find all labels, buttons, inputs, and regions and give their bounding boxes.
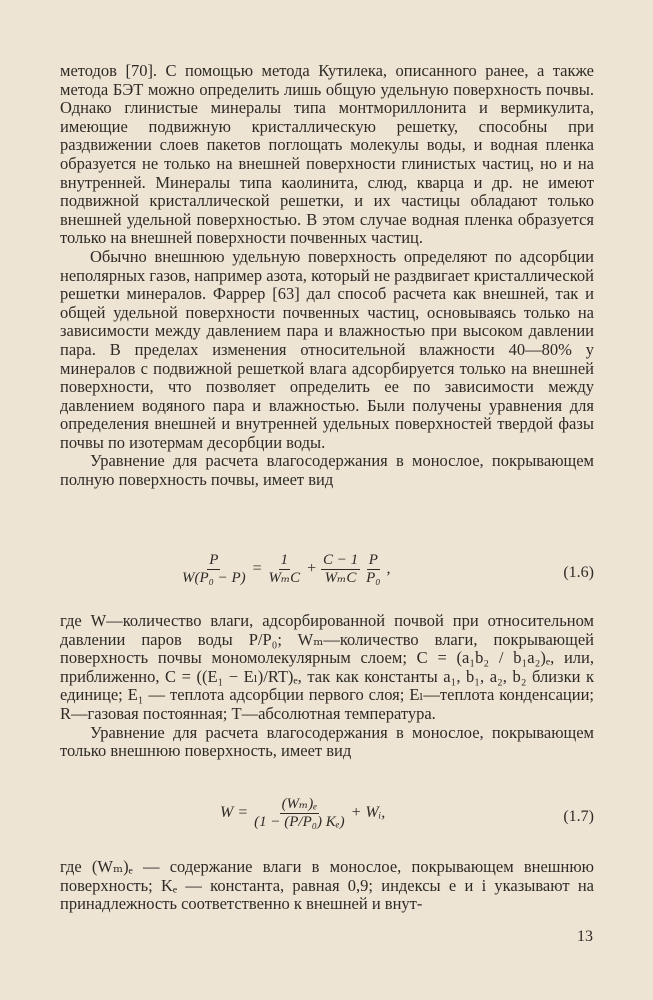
body-text-top — [60, 62, 594, 490]
paragraph-2: Обычно внешнюю удельную поверхность определяют по адсорбции неполярных газов, например азота, который не раздвигает кристаллической решетки минералов. Фаррер [63] дал способ расчета как внешней, так и общей удельной поверхности почвенных частиц, основываясь только на зависимости между давлением пара и влажностью при высоком давлении пара. В пределах изменения относительной влажности 40—80% у минералов с подвижной решеткой влага адсорбируется только на внешней поверхности, что позволяет определить ее по зависимости между давлением водяного пара и влажностью. Были получены уравнения для определения внешней и внутренней удельных поверхностей твердой фазы почвы по изотермам десорбции воды. — [60, 246, 594, 452]
eq1-term1-fraction: $\frac{1}{\text{WₘC}}$ — [268, 552, 301, 586]
equation-number-1-7: (1.7) — [563, 808, 594, 825]
paragraph-3: Уравнение для расчета влагосодержания в монослое, покрывающем полную поверхность почвы, имеет вид — [60, 451, 594, 490]
equation-1-6: $\frac{P}{\text{W(P₀ − P)}}$ = $\frac{1}{\text{WₘC}}$ + $\frac{C - 1}{\text{WₘC}}$ $\frac{P}{\text{P₀}}$ , (1.6) — [182, 552, 594, 586]
body-text-bottom — [60, 858, 594, 914]
paragraph-6: где (Wₘ)ₑ — содержание влаги в монослое, покрывающем внешнюю поверхность; Kₑ — константа, равная 0,9; индексы e и i указывают на принадлежность соответственно к внешней и внут- — [60, 857, 594, 914]
eq1-term2-fraction: $\frac{C - 1}{\text{WₘC}}$ — [322, 552, 359, 586]
paragraph-4: где W—количество влаги, адсорбированной почвой при относительном давлении паров воды P/P₀; Wₘ—количество влаги, покрывающей поверхность почвы мономолекулярным слоем; C = (a₁b₂ / b₁a₂)ₑ, или, приближенно, C = ((E₁ − Eₗ)/RT)ₑ, так как константы a₁, b₁, a₂, b₂ близки к единице; E₁ — теплота адсорбции первого слоя; Eₗ—теплота конденсации; R—газовая постоянная; T—абсолютная температура. — [60, 611, 594, 723]
equation-number-1-6: (1.6) — [563, 564, 594, 581]
eq1-term3-fraction: $\frac{P}{\text{P₀}}$ — [366, 552, 381, 586]
body-text-middle — [60, 612, 594, 761]
paragraph-5: Уравнение для расчета влагосодержания в монослое, покрывающем только внешнюю поверхность, имеет вид — [60, 722, 594, 761]
eq1-lhs-fraction: $\frac{P}{\text{W(P₀ − P)}}$ — [182, 552, 246, 586]
eq2-fraction: $\frac{\text{(Wₘ)ₑ}}{\text{(1 − (P/P₀) Kₑ)}}$ — [254, 796, 345, 830]
equation-1-7: W = $\frac{\text{(Wₘ)ₑ}}{\text{(1 − (P/P₀) Kₑ)}}$ + Wᵢ, (1.7) — [220, 796, 594, 830]
page-number: 13 — [577, 928, 593, 945]
paragraph-1: методов [70]. С помощью метода Кутилека, описанного ранее, а также метода БЭТ можно определить лишь общую удельную поверхность почвы. Однако глинистые минералы типа монтмориллонита и вермикулита, имеющие подвижную кристаллическую решетку, способны при раздвижении слоев пакетов поглощать молекулы воды, и водная пленка образуется не только на внешней поверхности глинистых частиц, но и на внутренней. Минералы типа каолинита, слюд, кварца и др. не имеют подвижной кристаллической решетки, и их частицы обладают только внешней удельной поверхностью. В этом случае водная пленка образуется только на внешней поверхности почвенных частиц. — [60, 61, 594, 248]
